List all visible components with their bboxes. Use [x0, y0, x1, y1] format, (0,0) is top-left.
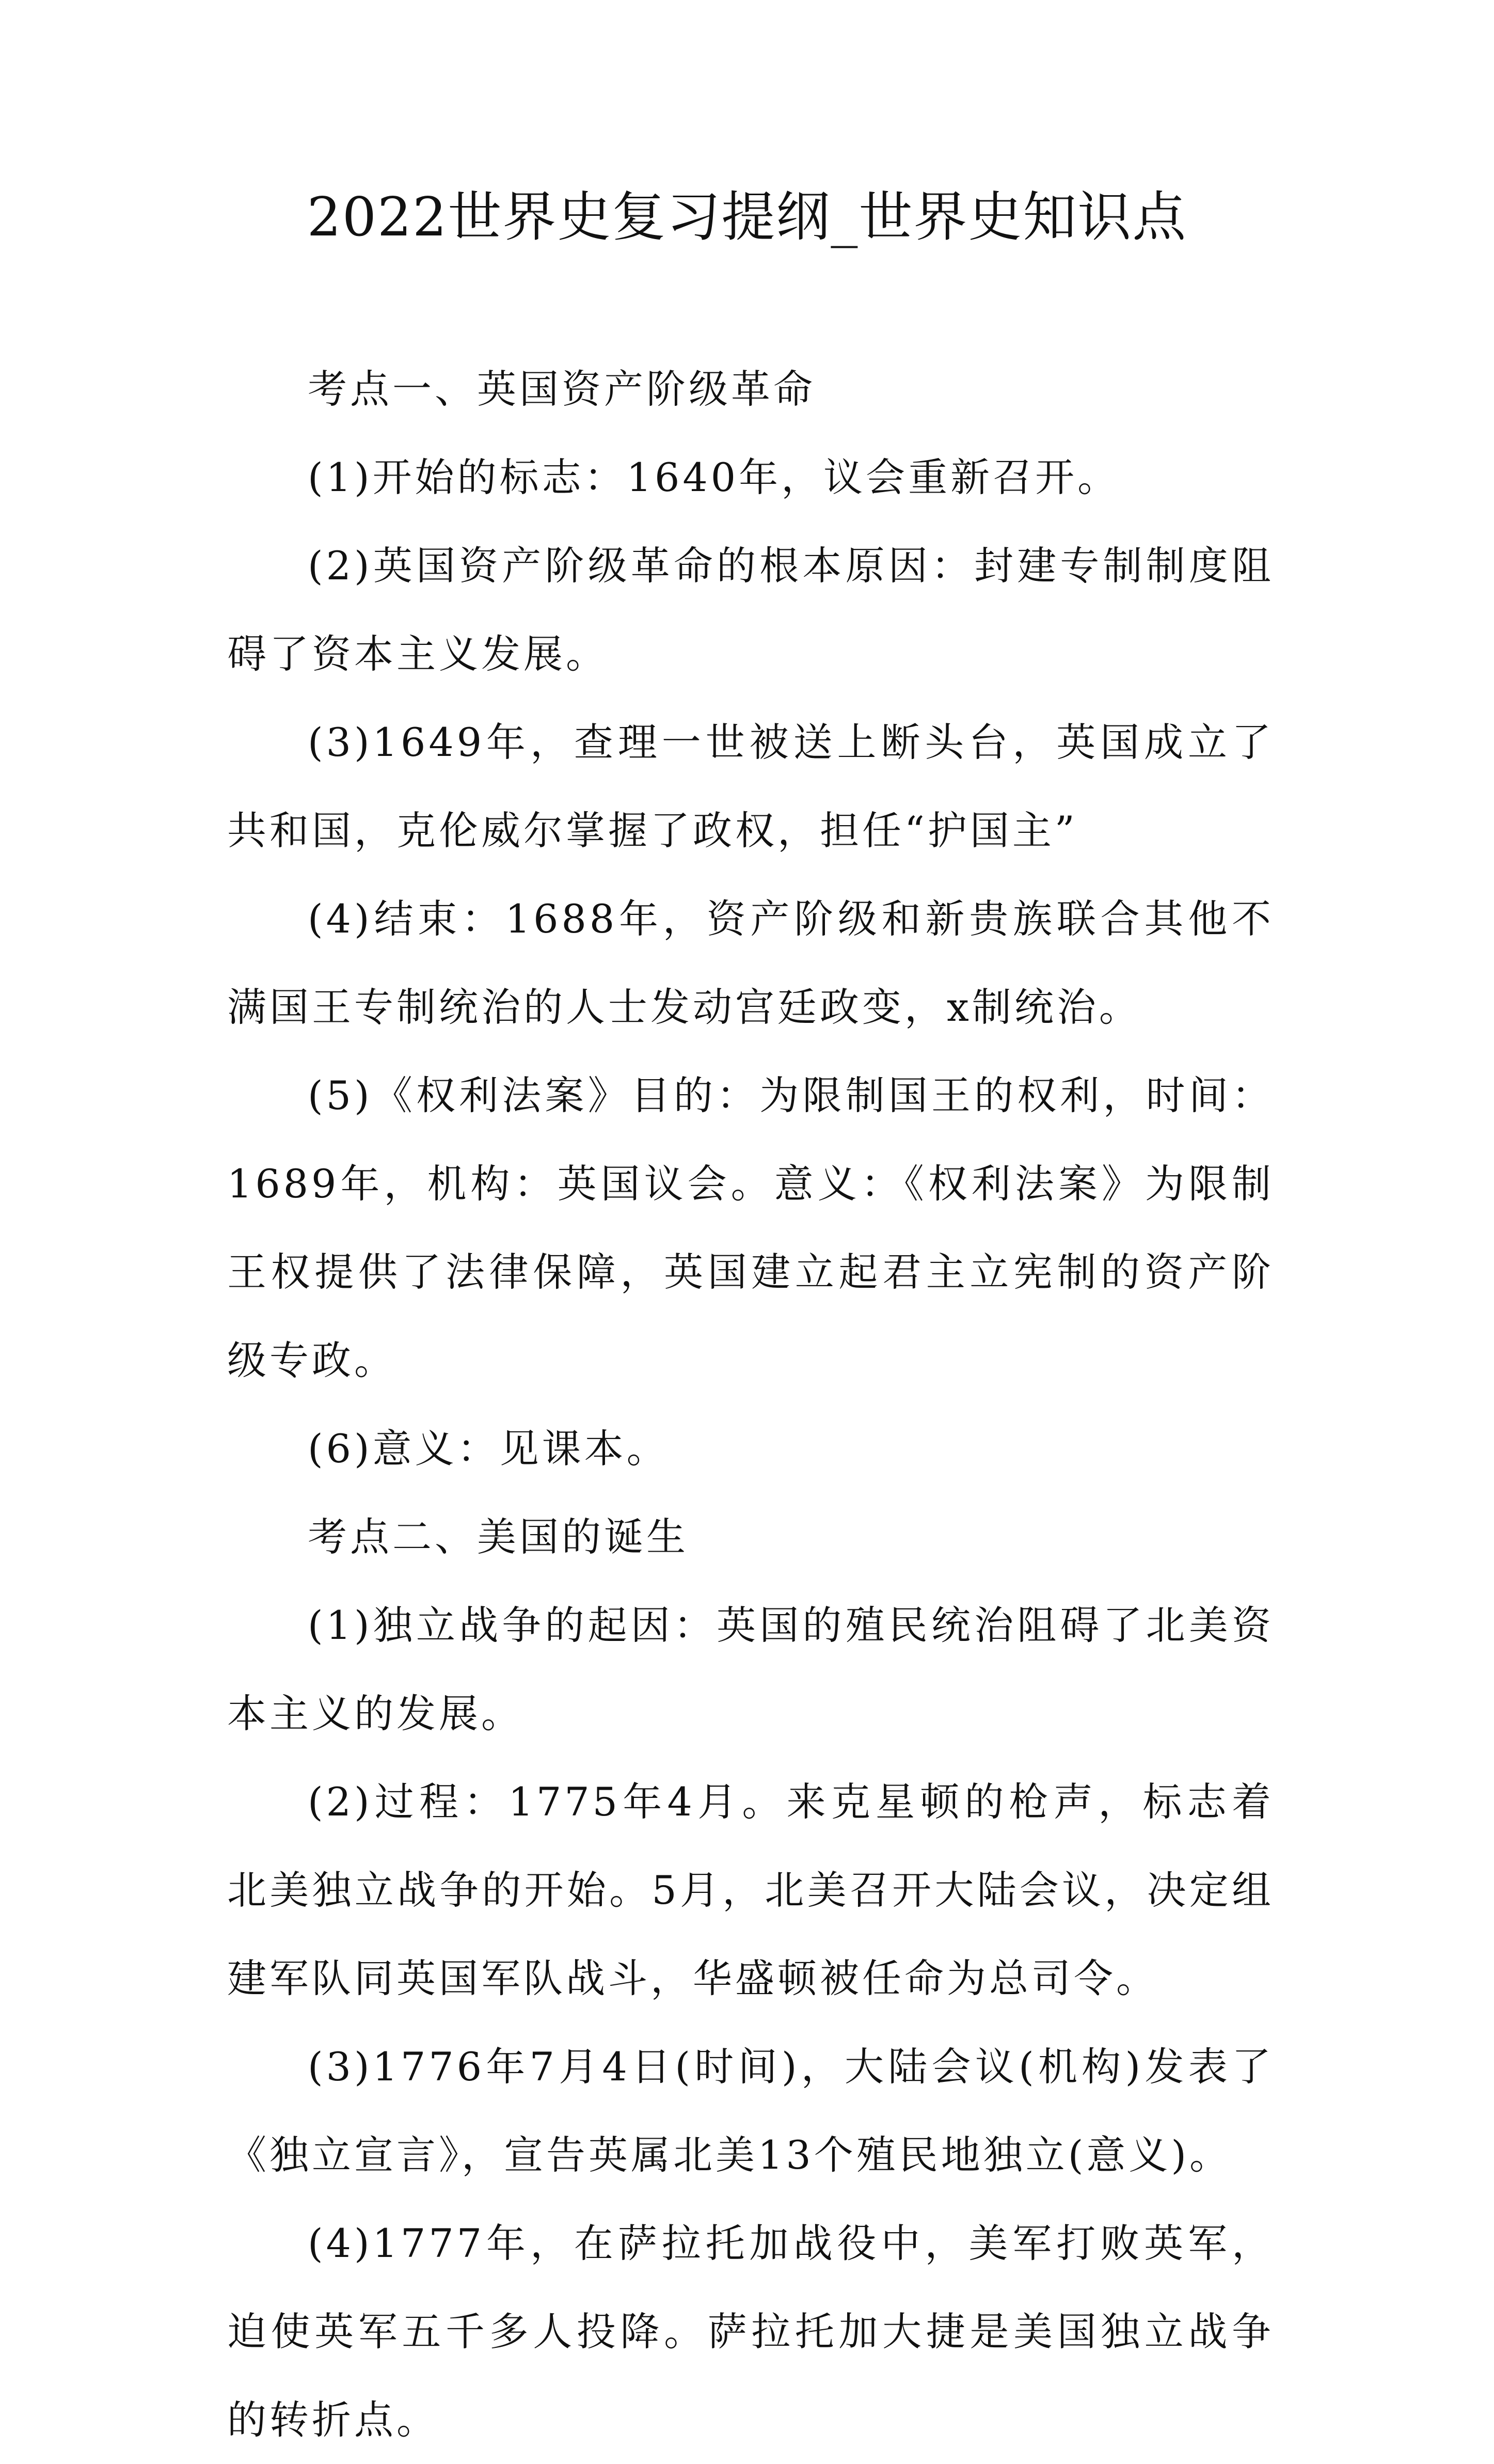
- document-title: 2022世界史复习提纲_世界史知识点: [307, 185, 1187, 248]
- paragraph: (4)1777年，在萨拉托加战役中，美军打败英军，迫使英军五千多人投降。萨拉托加大捷是美国独立战争的转折点。: [227, 2220, 1274, 2443]
- section-heading-1: 考点一、英国资产阶级革命: [308, 366, 816, 412]
- paragraph: (5)《权利法案》目的：为限制国王的权利，时间：1689年，机构：英国议会。意义：《权利法案》为限制王权提供了法律保障，英国建立起君主立宪制的资产阶级专政。: [227, 1072, 1274, 1383]
- section-heading-2: 考点二、美国的诞生: [308, 1514, 689, 1560]
- paragraph: (2)英国资产阶级革命的根本原因：封建专制制度阻碍了资本主义发展。: [227, 543, 1274, 677]
- paragraph: (1)独立战争的起因：英国的殖民统治阻碍了北美资本主义的发展。: [227, 1602, 1274, 1736]
- paragraph: (3)1776年7月4日(时间)，大陆会议(机构)发表了《独立宣言》，宣告英属北美13个殖民地独立(意义)。: [227, 2044, 1274, 2178]
- paragraph: (3)1649年，查理一世被送上断头台，英国成立了共和国，克伦威尔掌握了政权，担任“护国主”: [227, 719, 1274, 854]
- paragraph: (1)开始的标志：1640年，议会重新召开。: [308, 454, 1120, 500]
- paragraph: (2)过程：1775年4月。来克星顿的枪声，标志着北美独立战争的开始。5月，北美召开大陆会议，决定组建军队同英国军队战斗，华盛顿被任命为总司令。: [227, 1779, 1274, 2001]
- paragraph: (4)结束：1688年，资产阶级和新贵族联合其他不满国王专制统治的人士发动宫廷政变，x制统治。: [227, 896, 1274, 1030]
- document-body: [227, 345, 1274, 2464]
- paragraph: (6)意义：见课本。: [308, 1426, 669, 1472]
